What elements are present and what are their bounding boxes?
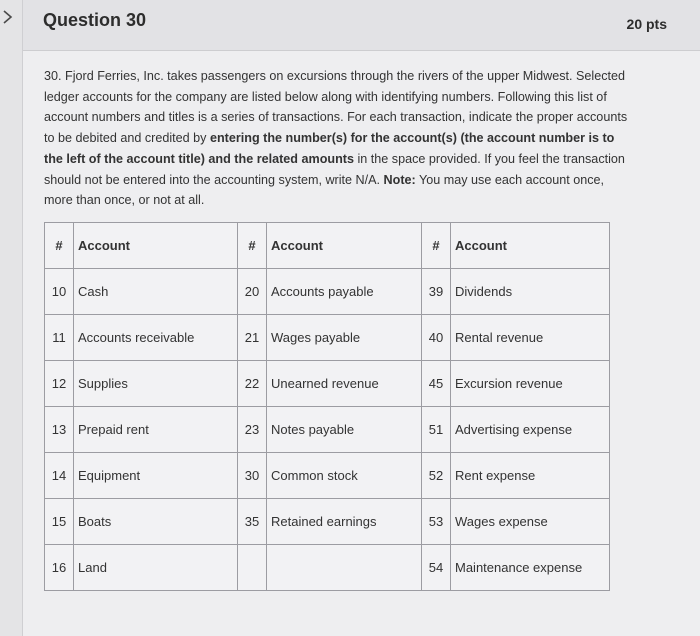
header-num-3: #: [422, 223, 451, 269]
table-row: [45, 545, 610, 591]
table-row: [45, 453, 610, 499]
collapse-arrow-icon[interactable]: [2, 10, 16, 24]
left-strip: [0, 0, 22, 636]
table-row: [45, 269, 610, 315]
note-label: Note:: [383, 172, 416, 187]
account-title: Notes payable: [267, 407, 422, 453]
header-num-1: #: [45, 223, 74, 269]
table-header-row: [45, 223, 610, 269]
account-number: 12: [45, 361, 74, 407]
question-number: 30.: [44, 69, 62, 83]
account-title: Land: [74, 545, 238, 591]
account-title: Boats: [74, 499, 238, 545]
question-card: [22, 0, 700, 636]
account-number: 51: [422, 407, 451, 453]
account-title: Accounts receivable: [74, 315, 238, 361]
account-number: 20: [238, 269, 267, 315]
table-row: [45, 407, 610, 453]
account-title: Common stock: [267, 453, 422, 499]
account-number: [238, 545, 267, 591]
account-number: 39: [422, 269, 451, 315]
account-number: 16: [45, 545, 74, 591]
header-account-2: Account: [267, 223, 422, 269]
account-number: 45: [422, 361, 451, 407]
account-number: 35: [238, 499, 267, 545]
account-title: Wages payable: [267, 315, 422, 361]
account-title: Advertising expense: [451, 407, 610, 453]
account-title: Rent expense: [451, 453, 610, 499]
account-number: 23: [238, 407, 267, 453]
header-account-1: Account: [74, 223, 238, 269]
accounts-table: [44, 222, 610, 591]
question-header: [23, 0, 700, 51]
account-title: Wages expense: [451, 499, 610, 545]
account-number: 22: [238, 361, 267, 407]
account-number: 30: [238, 453, 267, 499]
account-number: 13: [45, 407, 74, 453]
account-title: Cash: [74, 269, 238, 315]
account-title: Dividends: [451, 269, 610, 315]
question-points: 20 pts: [626, 16, 667, 32]
table-row: [45, 315, 610, 361]
account-number: 54: [422, 545, 451, 591]
question-text-bold: entering the number(s) for the account(s) (the account number is to the left of the account title) and the related amounts: [44, 131, 615, 166]
account-number: 14: [45, 453, 74, 499]
account-title: Equipment: [74, 453, 238, 499]
account-number: 15: [45, 499, 74, 545]
question-text-part2: in the space provided. If you feel the transaction should not be entered into the accounting system, write N/A.: [44, 151, 625, 187]
account-number: 40: [422, 315, 451, 361]
question-text: [44, 66, 634, 211]
table-row: [45, 499, 610, 545]
account-title: Retained earnings: [267, 499, 422, 545]
account-title: Unearned revenue: [267, 361, 422, 407]
account-number: 21: [238, 315, 267, 361]
account-number: 53: [422, 499, 451, 545]
account-title: Prepaid rent: [74, 407, 238, 453]
account-number: 52: [422, 453, 451, 499]
table-row: [45, 361, 610, 407]
question-title: Question 30: [43, 10, 147, 30]
note-text: You may use each account once, more than once, or not at all.: [44, 172, 605, 208]
account-title: Rental revenue: [451, 315, 610, 361]
account-title: Accounts payable: [267, 269, 422, 315]
account-title: Supplies: [74, 361, 238, 407]
account-title: Excursion revenue: [451, 361, 610, 407]
account-number: 10: [45, 269, 74, 315]
header-num-2: #: [238, 223, 267, 269]
header-account-3: Account: [451, 223, 610, 269]
question-text-part1: Fjord Ferries, Inc. takes passengers on excursions through the rivers of the upper Midwest. Selected ledger accounts for the company are listed below along with identifying numbers. Following this list of account numbers and titles is a series of transactions. For each transaction, indicate the proper accounts to be debited and credited by: [44, 69, 628, 146]
account-title: Maintenance expense: [451, 545, 610, 591]
account-title: [267, 545, 422, 591]
account-number: 11: [45, 315, 74, 361]
